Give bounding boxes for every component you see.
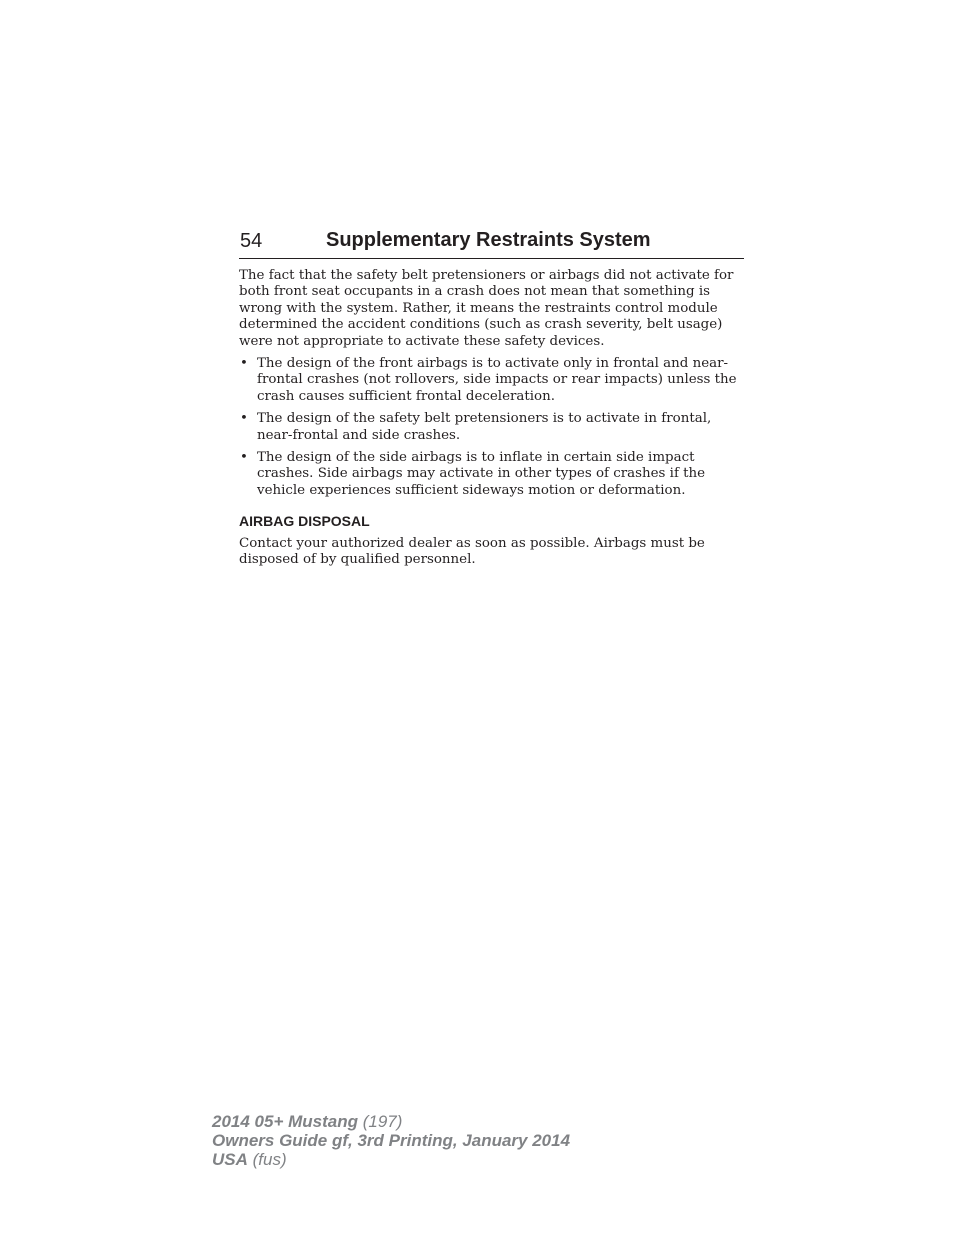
footer-market-code: (fus)	[252, 1150, 287, 1169]
footer-model: 2014 05+ Mustang	[212, 1112, 358, 1131]
bullet-text: The design of the safety belt pretensioners is to activate in frontal, near-frontal and side crashes.	[257, 411, 712, 443]
bullet-item-front-airbags	[239, 356, 744, 405]
airbag-disposal-paragraph: Contact your authorized dealer as soon as possible. Airbags must be disposed of by qualified personnel.	[239, 536, 705, 568]
footer-model-code: (197)	[362, 1112, 403, 1131]
bullet-list	[239, 356, 744, 505]
footer-line-3	[212, 1150, 570, 1169]
footer-guide-edition: Owners Guide gf, 3rd Printing, January 2014	[212, 1131, 571, 1150]
bullet-icon: •	[240, 411, 248, 427]
intro-paragraph: The fact that the safety belt pretensioners or airbags did not activate for both front seat occupants in a crash does not mean that something is wrong with the system. Rather, it means the restraints control module determined the accident conditions (such as crash severity, belt usage) were not appropriate to activate these safety devices.	[239, 268, 734, 349]
bullet-icon: •	[240, 356, 248, 371]
bullet-icon: •	[240, 450, 248, 466]
section-title: Supplementary Restraints System	[326, 229, 651, 251]
bullet-item-side-airbags	[239, 450, 744, 499]
page-footer	[212, 1112, 570, 1169]
page-number: 54	[240, 230, 263, 252]
footer-line-2	[212, 1131, 570, 1150]
bullet-item-pretensioners	[239, 411, 744, 444]
footer-market: USA	[212, 1150, 248, 1169]
footer-line-1	[212, 1112, 570, 1131]
bullet-text: The design of the front airbags is to activate only in frontal and near-frontal crashes (not rollovers, side impacts or rear impacts) unless the crash causes sufficient frontal deceleration.	[257, 356, 737, 404]
bullet-text: The design of the side airbags is to inflate in certain side impact crashes. Side airbags may activate in other types of crashes if the vehicle experiences sufficient sideways motion or deformation.	[257, 450, 706, 498]
airbag-disposal-heading: AIRBAG DISPOSAL	[239, 513, 370, 529]
page-header	[239, 226, 744, 259]
